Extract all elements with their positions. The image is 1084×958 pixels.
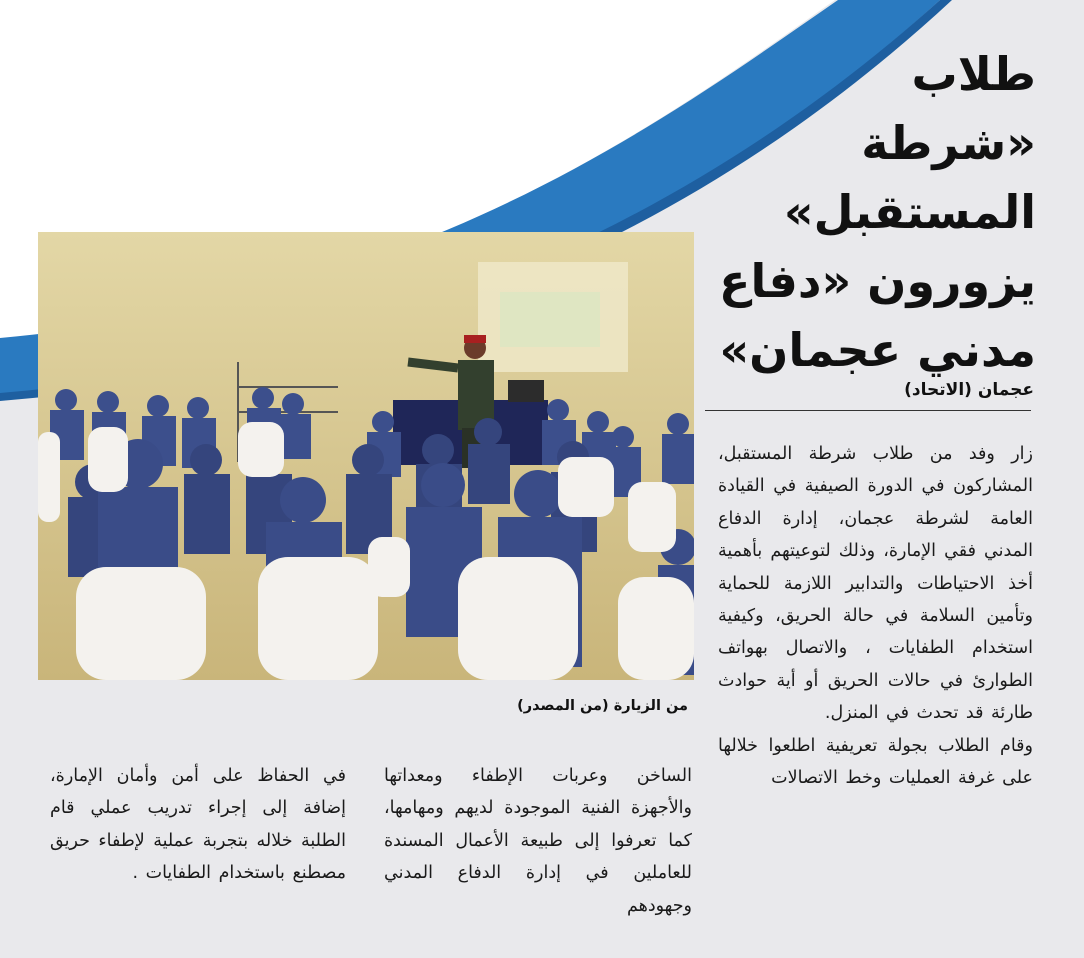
headline-line: «شرطة [861,116,1036,170]
byline: عجمان (الاتحاد) [904,380,1034,400]
photo-caption: من الزيارة (من المصدر) [517,698,688,714]
article-column-left [50,760,346,890]
article-column-right [718,438,1033,794]
lecture-photo-illustration [38,232,694,680]
headline-line: مدني عجمان» [719,323,1036,377]
headline-line: المستقبل» [783,185,1036,239]
divider [705,410,1031,411]
headline-line: طلاب [911,47,1036,101]
article-column-middle [384,760,692,922]
paragraph: الساخن وعربات الإطفاء ومعداتها والأجهزة الفنية الموجودة لديهم ومهامها، كما تعرفوا إلى طبيعة الأعمال المسندة للعاملين في إدارة الدفاع المدني وجهودهم [384,766,692,916]
article-photo [38,232,694,680]
paragraph: زار وفد من طلاب شرطة المستقبل، المشاركون في الدورة الصيفية في القيادة العامة لشرطة عجمان، إدارة الدفاع المدني فقي الإمارة، وذلك لتوعيتهم بأهمية أخذ الاحتياطات والتدابير اللازمة للحماية وتأمين السلامة في حالة الحريق، وكيفية استخدام الطفايات ، والاتصال بهواتف الطوارئ في حالات الحريق أو أية حوادث طارئة قد تحدث في المنزل. [718,444,1033,724]
article-headline [719,40,1036,385]
paragraph: وقام الطلاب بجولة تعريفية اطلعوا خلالها على غرفة العمليات وخط الاتصالات [718,735,1033,789]
paragraph: في الحفاظ على أمن وأمان الإمارة، إضافة إلى إجراء تدريب عملي قام الطلبة خلاله بتجربة عملية لإطفاء حريق مصطنع باستخدام الطفايات . [50,766,346,884]
headline-line: يزورون «دفاع [719,254,1036,308]
